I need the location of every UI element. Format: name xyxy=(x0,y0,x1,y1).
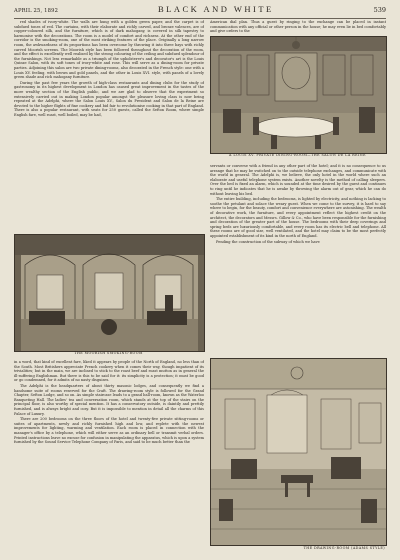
drawing-room-engraving xyxy=(211,359,386,545)
paragraph: red shades of ivory-white. The walls are hung with a golden green paper, and the carpet is of subdued tones of red. The curtains, with their elaborate and richly carved, and bronze valences, are of copper-coloured silk, and the furniture, which is of dark mahogany, is covered in silk tapestry to harmonise with the decorations. The room is a model of comfort and richness. At the other end of the corridor is the smoking-room, one of the most striking features of the place. Originally a long narrow room, the awkwardness of its proportions has been overcome by throwing it into three bays with richly carved Moorish screens. The Moorish style has been followed throughout the decoration of the room, and the effect is excellently well realised by the strong colouring of the ceiling and subdued splendour of the furnishings. Not less remarkable as a triumph of the upholsterer's and decorator's art is the Louis Quinze Salon, with its soft tones of ivory-white and rose. This will serve as a dining-room for private parties. Adjoining this salon are two private dining-rooms, also decorated in the French style: one with a Louis XV. feeling, with brown and gold panels, and the other in Louis XVI. style, with panels of a lovely green shade and rich mahogany furniture. xyxy=(14,20,204,80)
figure-caption: A LOUIS XV. PRIVATE DINING-ROOM—THE SALON DE LA REINE xyxy=(229,153,366,157)
engraving-illustration xyxy=(14,234,205,352)
figure-drawing-room xyxy=(210,358,386,554)
paragraph: American dial plan. Thus a guest by ringing to the exchange can be placed in instant communication with any official or other person in the house; he may even lie in bed comfortably and give orders to the xyxy=(210,20,386,34)
figure-louis-xv-dining-room xyxy=(210,36,386,160)
page-number: 539 xyxy=(373,6,386,14)
text-column-lower-left xyxy=(14,360,204,554)
publication-title: BLACK AND WHITE xyxy=(158,4,274,14)
text-column-top-right xyxy=(210,20,386,34)
text-column-mid-right xyxy=(210,164,386,354)
issue-date: APRIL 25, 1892 xyxy=(14,8,59,14)
figure-moorish-smoking-room xyxy=(14,234,204,358)
paragraph: The Adelphi is the headquarters of about thirty masonic lodges, and consequently we find a handsome suite of rooms reserved for the Craft. The drawing-room style is followed for the Grand Chapter, Sefton Lodge, and so on. As simple staircase leads to a grand ball-room, known as the Waterloo Banqueting Hall. The ladies' tea and conversation room, which stands at the top of the stairs on the principal floor, is also worthy of special mention. It has a conservatory outside, is daintily and prettily furnished, and is always bright and cosy. But it is impossible to mention in detail all the charms of this Palace of Luxury. xyxy=(14,383,204,416)
text-column-top-left xyxy=(14,20,204,232)
paragraph: in a word, that kind of excellent fare, liked it appears by people of the North of England, no less than of the South. Most Britishers appreciate French cookery when it comes their way, though impatient of its trivialities; but in the main, we are inclined to stick to the roast beef and roast mutton as in general the ill-suffering Englishman. But there is this to be said for it: its simplicity is a protection; it must be good or go condemned, for it admits of no nasty disguises. xyxy=(14,360,204,383)
engraving-illustration xyxy=(210,358,387,546)
smoking-room-engraving xyxy=(15,235,204,351)
page-header xyxy=(14,4,386,19)
paragraph: Pending the construction of the subway of which we have xyxy=(216,239,320,244)
figure-caption: THE DRAWING-ROOM (ADAMS STYLE) xyxy=(303,546,385,550)
dining-room-engraving xyxy=(211,37,386,153)
paragraph: There are 200 bedrooms on the three floors of the hotel and twenty-five private sitting-rooms or suites of apartments, newly and richly furnished high and low, and replete with the newest improvements for lighting, warming and ventilation. Each room is placed in connection with the manager's office by a telephone, which will either serve as an ordinary bell or transmit verbal orders. Printed instructions leave no excuse for confusion in manipulating the apparatus, which is upon a system furnished by the Sound Service Telephone Company of Paris, and said to be much better than the xyxy=(14,417,204,445)
paragraph: During the past few years the growth of high-class restaurants and dining clubs for the study of gastronomy in its highest development in London has caused great improvement in the tastes of the more wealthy section of the English public, and we are glad to observe that the experiment so extensively carried out in making London popular amongst the pleasure loving class is now being repeated at the Adelphi, where the Salon Louis XV., Salon du President and Salon de la Reine are devoted to the higher flights of fine cookery and bid fair to revolutionise cooking in that part of England. There is also a popular restaurant, with seats for 250 guests, called the Sefton Room, where simple English fare, well roast, well boiled, may be had, xyxy=(14,80,204,117)
paragraph: The entire building, including the bedrooms, is lighted by electricity, and nothing is lacking to soothe the petulant and solace the weary guest. When we come to the survey, it is hard to say where to begin, for the beauty, comfort and convenience everywhere are astonishing. The wealth of decorative work, the furniture, and every appointment reflect the highest credit on the architect, the decorators and Messrs. Gillow & Co., who have been responsible for the furnishing and decoration of the greater part of the house. The bedrooms with their deep coverings and spring beds are luxuriously comfortable, and every room has its electric bell and telephone. All these rooms are of good size, well ventilated, and the hotel may claim to be the most perfectly appointed establishment of its kind in the north of England. xyxy=(210,197,386,238)
engraving-illustration xyxy=(210,36,387,154)
figure-caption: THE MOORISH SMOKING-ROOM xyxy=(74,351,143,355)
paragraph: servants or converse with a friend in any other part of the hotel; and it is no consequence to us arrange that he may be switched on to the outside telephone exchanges, and communicate with the world in general. The Adelphi is, we believe, the only hotel in the world where such an elaborate and useful telephone system exists. Another novelty is the method of calling sleepers. Over the bed is fixed an alarm, which is sounded at the time desired by the guest and continues to ring until he indicates that he is awake by throwing the alarm out of gear, which he can do without leaving his bed. xyxy=(210,164,386,196)
